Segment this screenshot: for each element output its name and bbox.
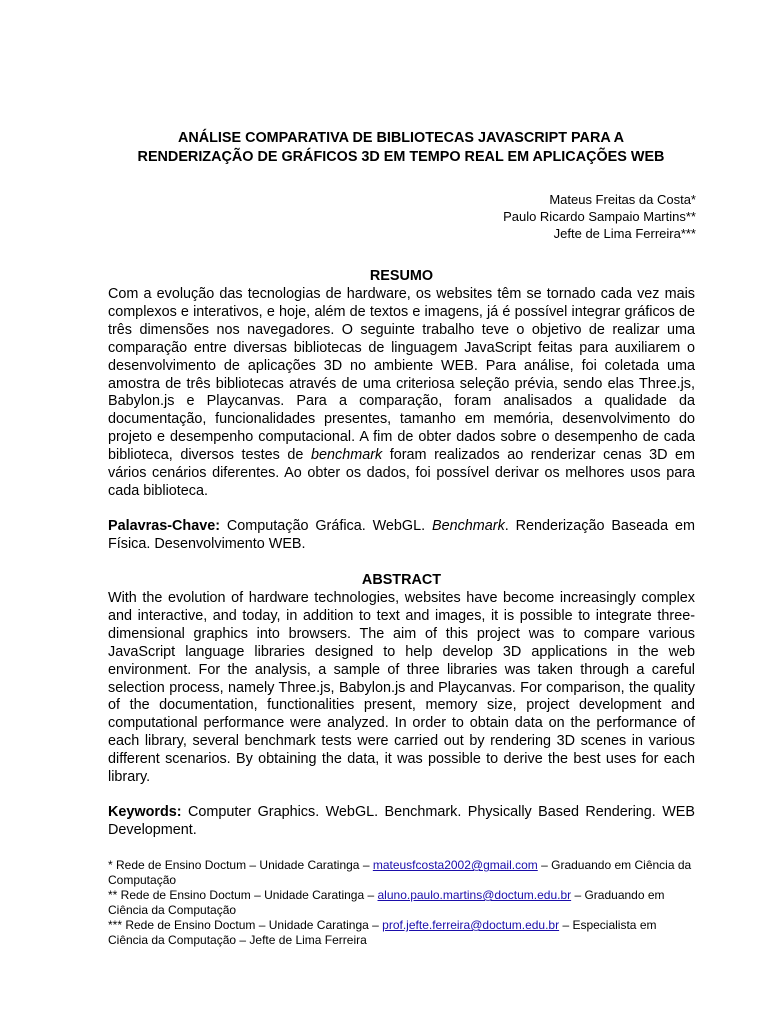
footnote-text: * Rede de Ensino Doctum – Unidade Caratinga – bbox=[108, 858, 373, 872]
resumo-text-2: foram realizados ao renderizar cenas 3D em vários cenários diferentes. Ao obter os dados, foi possível derivar os melhores usos para cada biblioteca. bbox=[108, 447, 696, 499]
resumo-paragraph bbox=[108, 286, 695, 501]
resumo-heading: RESUMO bbox=[369, 268, 434, 284]
palavras-chave-paragraph bbox=[108, 518, 695, 554]
resumo-body bbox=[108, 286, 695, 501]
email-link[interactable]: aluno.paulo.martins@doctum.edu.br bbox=[377, 888, 572, 902]
footnotes bbox=[108, 858, 698, 948]
footnote-text: – Graduando em Ciência da Computação bbox=[108, 858, 692, 887]
keywords-label: Keywords: bbox=[108, 804, 182, 820]
resumo-text-italic: benchmark bbox=[311, 447, 383, 464]
author-name: Paulo Ricardo Sampaio Martins** bbox=[503, 209, 696, 224]
email-link[interactable]: mateusfcosta2002@gmail.com bbox=[372, 858, 538, 872]
abstract-paragraph: With the evolution of hardware technologies, websites have become increasingly complex and interactive, and today, in addition to text and images, it is possible to integrate three-dimensional graphics into browsers. The aim of this project was to compare various JavaScript language libraries designed to help develop 3D applications in the web environment. For the analysis, a sample of three libraries was taken through a careful selection process, namely Three.js, Babylon.js and Playcanvas. For comparison, the quality of the documentation, functionalities present, memory size, project development and computational performance were analyzed. In order to obtain data on the performance of each library, several benchmark tests were carried out by rendering 3D scenes in various different scenarios. By obtaining the data, it was possible to derive the best uses for each library. bbox=[108, 590, 695, 786]
title-line-1: ANÁLISE COMPARATIVA DE BIBLIOTECAS JAVASCRIPT PARA A bbox=[177, 130, 625, 146]
abstract-body bbox=[108, 590, 695, 787]
palavras-chave-text-2: . Renderização Baseada em Física. Desenvolvimento WEB. bbox=[108, 518, 695, 552]
footnote bbox=[108, 888, 698, 918]
palavras-chave-block bbox=[108, 518, 695, 554]
footnote-text: – Especialista em Ciência da Computação – Jefte de Lima Ferreira bbox=[108, 918, 657, 947]
keywords-block bbox=[108, 804, 695, 840]
keywords-text: Computer Graphics. WebGL. Benchmark. Physically Based Rendering. WEB Development. bbox=[108, 804, 695, 838]
author-list bbox=[276, 191, 696, 242]
palavras-chave-label: Palavras-Chave: bbox=[108, 518, 220, 534]
title-line-2: RENDERIZAÇÃO DE GRÁFICOS 3D EM TEMPO REAL EM APLICAÇÕES WEB bbox=[137, 149, 665, 165]
palavras-chave-italic: Benchmark bbox=[431, 518, 505, 534]
footnote-text: ** Rede de Ensino Doctum – Unidade Caratinga – bbox=[108, 888, 378, 902]
keywords-paragraph bbox=[108, 804, 695, 840]
footnote bbox=[108, 858, 698, 888]
palavras-chave-text-1: Computação Gráfica. WebGL. bbox=[220, 518, 432, 534]
abstract-heading: ABSTRACT bbox=[361, 572, 442, 588]
resumo-text-1: Com a evolução das tecnologias de hardware, os websites têm se tornado cada vez mais complexos e interativos, e hoje, além de textos e imagens, já é possível integrar gráficos de três dimensões nos navegadores. O seguinte trabalho teve o objetivo de realizar uma comparação entre diversas bibliotecas de linguagem JavaScript feitas para auxiliarem o desenvolvimento de aplicações 3D no ambiente WEB. Para análise, foi coletada uma amostra de três bibliotecas através de uma criteriosa seleção prévia, sendo elas Three.js, Babylon.js e Playcanvas. Para a comparação, foram analisados a qualidade da documentação, funcionalidades presentes, tamanho em memória, desenvolvimento do projeto e desempenho computacional. A fim de obter dados sobre o desempenho de cada biblioteca, diversos testes de bbox=[108, 286, 695, 464]
email-link[interactable]: prof.jefte.ferreira@doctum.edu.br bbox=[382, 918, 560, 932]
paper-title bbox=[100, 129, 702, 167]
footnote bbox=[108, 918, 698, 948]
author-name: Mateus Freitas da Costa* bbox=[549, 192, 696, 207]
footnote-text: *** Rede de Ensino Doctum – Unidade Caratinga – bbox=[108, 918, 383, 932]
author-name: Jefte de Lima Ferreira*** bbox=[553, 226, 696, 241]
footnote-text: – Graduando em Ciência da Computação bbox=[108, 888, 665, 917]
